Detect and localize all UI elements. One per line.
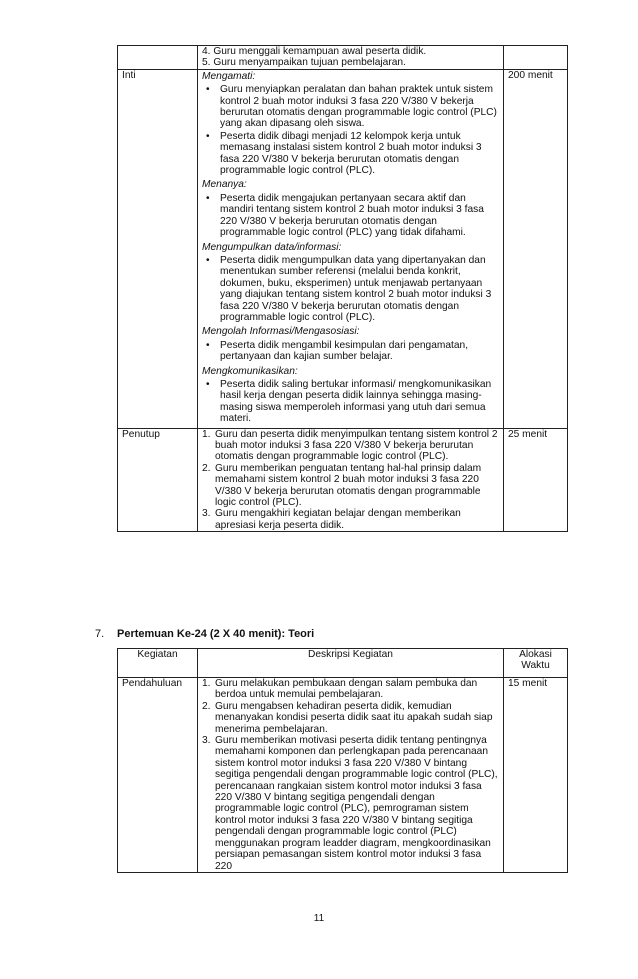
table-row xyxy=(118,428,568,532)
list-item: 1. Guru dan peserta didik menyimpulkan tentang sistem kontrol 2 buah motor induksi 3 fasa 220 V/380 V bekerja berurutan otomatis dengan programmable logic control (PLC). xyxy=(202,428,498,463)
kegiatan-cell: Pendahuluan xyxy=(118,678,198,873)
waktu-cell: 25 menit xyxy=(504,428,568,532)
waktu-cell: 15 menit xyxy=(504,678,568,873)
list-item: • Peserta didik dibagi menjadi 12 kelompok kerja untuk memasang instalasi sistem kontrol 2 buah motor induksi 3 fasa 220 V/380 V bekerja berurutan otomatis dengan programmable logic control (PLC). xyxy=(202,131,499,177)
section-heading xyxy=(95,628,314,640)
list-item: 2. Guru mengabsen kehadiran peserta didik, kemudian menanyakan kondisi peserta didik saat itu apakah sudah siap menerima pembelajaran. xyxy=(202,700,493,735)
header-deskripsi: Deskripsi Kegiatan xyxy=(198,649,504,678)
kegiatan-cell: Penutup xyxy=(118,428,198,532)
list-item: 3. Guru memberikan motivasi peserta didik tentang pentingnya memahami komponen dan perlengkapan pada perencanaan sistem kontrol motor induksi 3 fasa 220 V/380 V bintang segitiga pengendali dengan programmable logic control (PLC), perencanaan rangkaian sistem kontrol motor induksi 3 fasa 220 V/380 V bintang segitiga pengendali dengan programmable logic control (PLC), pemrograman sistem kontrol motor induksi 3 fasa 220 V/380 V bintang segitiga pengendali dengan programmable logic control (PLC) menggunakan program leadder diagram, mengkoordinasikan persiapan pemasangan sistem kontrol motor induksi 3 fasa 220 xyxy=(202,735,498,872)
numbered-list xyxy=(202,429,499,532)
list-item: 3. Guru mengakhiri kegiatan belajar dengan memberikan apresiasi kerja peserta didik. xyxy=(202,508,461,531)
section-label: Mengamati: xyxy=(202,70,256,82)
list-item: • Peserta didik mengambil kesimpulan dari pengamatan, pertanyaan dan kajian sumber belajar. xyxy=(202,340,499,363)
activity-table-continued xyxy=(117,45,568,532)
deskripsi-cell xyxy=(198,678,504,873)
bullet-list xyxy=(202,84,499,176)
numbered-list xyxy=(202,678,499,872)
kegiatan-cell: Inti xyxy=(118,69,198,428)
list-item: • Peserta didik saling bertukar informasi/ mengkomunikasikan hasil kerja dengan peserta didik lainnya sehingga masing-masing siswa memperoleh informasi yang utuh dari semua materi. xyxy=(202,379,499,425)
deskripsi-cell xyxy=(198,46,504,70)
bullet-list xyxy=(202,340,499,363)
waktu-cell xyxy=(504,46,568,70)
page-number: 11 xyxy=(313,913,325,924)
waktu-cell: 200 menit xyxy=(504,69,568,428)
section-label: Mengumpulkan data/informasi: xyxy=(202,241,342,253)
deskripsi-cell xyxy=(198,69,504,428)
list-item: • Peserta didik mengumpulkan data yang dipertanyakan dan menentukan sumber referensi (melalui benda konkrit, dokumen, buku, eksperimen) untuk menjawab pertanyaan yang diajukan tentang sistem kontrol 2 buah motor induksi 3 fasa 220 V/380 V bekerja berurutan otomatis dengan programmable logic control (PLC). xyxy=(202,255,499,323)
bullet-list xyxy=(202,193,499,239)
kegiatan-cell xyxy=(118,46,198,70)
section-title: Pertemuan Ke-24 (2 X 40 menit): Teori xyxy=(117,628,315,640)
section-number: 7. xyxy=(95,628,105,640)
header-kegiatan: Kegiatan xyxy=(118,649,198,678)
table-row xyxy=(118,46,568,70)
bullet-list xyxy=(202,379,499,425)
list-item: • Peserta didik mengajukan pertanyaan secara aktif dan mandiri tentang sistem kontrol 2 buah motor induksi 3 fasa 220 V/380 V bekerja berurutan otomatis dengan programmable logic control (PLC) yang tidak difahami. xyxy=(202,193,499,239)
section-label: Mengolah Informasi/Mengasosiasi: xyxy=(202,326,360,338)
list-item: 2. Guru memberikan penguatan tentang hal-hal prinsip dalam memahami sistem kontrol 2 buah motor induksi 3 fasa 220 V/380 V bekerja berurutan otomatis dengan programmable logic control (PLC). xyxy=(202,462,482,509)
deskripsi-cell xyxy=(198,428,504,532)
activity-table xyxy=(117,648,568,873)
header-alokasi: Alokasi Waktu xyxy=(504,649,568,678)
list-item: • Guru menyiapkan peralatan dan bahan praktek untuk sistem kontrol 2 buah motor induksi 3 fasa 220 V/380 V bekerja berurutan otomatis dengan programmable logic control (PLC) yang akan dipasang oleh siswa. xyxy=(202,84,499,130)
list-item: 5. Guru menyampaikan tujuan pembelajaran. xyxy=(202,57,406,69)
list-item: 1. Guru melakukan pembukaan dengan salam pembuka dan berdoa untuk memulai pembelajaran. xyxy=(202,678,478,701)
section-label: Menanya: xyxy=(202,179,247,191)
table-row xyxy=(118,69,568,428)
table-header-row xyxy=(118,649,568,678)
list-item: 4. Guru menggali kemampuan awal peserta didik. xyxy=(202,46,427,57)
bullet-list xyxy=(202,255,499,323)
table-row xyxy=(118,678,568,873)
section-label: Mengkomunikasikan: xyxy=(202,365,298,377)
